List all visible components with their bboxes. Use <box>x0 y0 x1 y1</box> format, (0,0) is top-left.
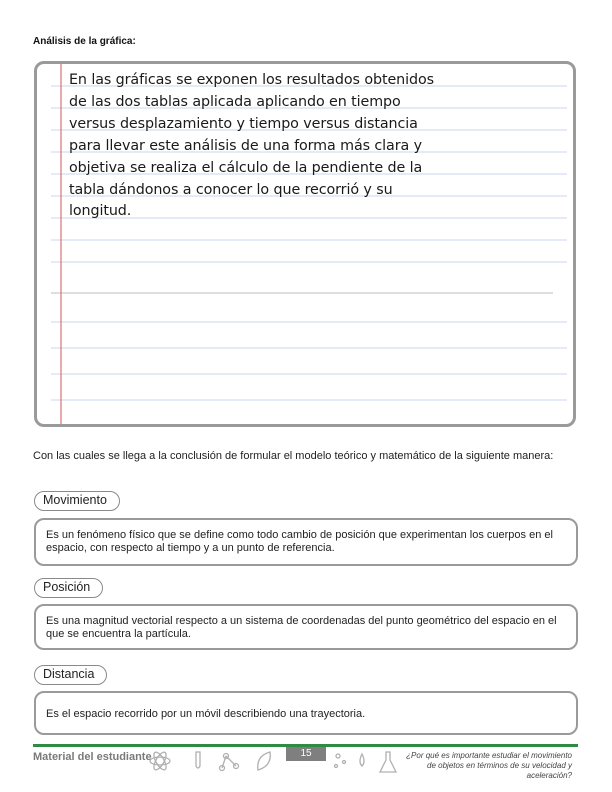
bubbles-icon <box>335 754 346 768</box>
notebook-line: para llevar este análisis de una forma más clara y <box>69 137 422 154</box>
footer-science-icons <box>148 748 418 782</box>
notebook-line: En las gráficas se exponen los resultados obtenidos <box>69 72 434 88</box>
test-tube-icon <box>196 752 200 768</box>
footer-label: Material del estudiante <box>33 751 152 763</box>
term-definition-posicion: Es una magnitud vectorial respecto a un sistema de coordenadas del punto geométrico del espacio en el que se encuentra la partícula. <box>34 604 578 650</box>
notebook-line: de las dos tablas aplicada aplicando en tiempo <box>69 93 401 110</box>
notebook-answer-box <box>34 61 576 427</box>
footer-question: ¿Por qué es importante estudiar el movimiento de objetos en términos de su velocidad y aceleración? <box>406 751 572 780</box>
notebook-line: versus desplazamiento y tiempo versus distancia <box>69 115 418 132</box>
term-definition-movimiento: Es un fenómeno físico que se define como todo cambio de posición que experimentan los cuerpos en el espacio, con respecto al tiempo y a un punto de referencia. <box>34 518 578 566</box>
term-label-distancia: Distancia <box>34 665 107 685</box>
notebook-line: longitud. <box>69 203 132 220</box>
page-number: 15 <box>286 747 326 761</box>
atom-icon <box>150 750 170 771</box>
flask-icon <box>380 752 396 772</box>
notebook-text <box>69 70 489 223</box>
notebook-line: objetiva se realiza el cálculo de la pendiente de la <box>69 159 423 176</box>
notebook-line: tabla dándonos a conocer lo que recorrió y su <box>69 181 393 198</box>
leaf-icon <box>258 752 271 770</box>
conclusion-text: Con las cuales se llega a la conclusión de formular el modelo teórico y matemático de la siguiente manera: <box>33 450 554 462</box>
term-label-movimiento: Movimiento <box>34 491 120 511</box>
section-heading: Análisis de la gráfica: <box>33 36 136 47</box>
term-definition-distancia: Es el espacio recorrido por un móvil describiendo una trayectoria. <box>34 691 578 735</box>
drop-icon <box>360 754 364 766</box>
molecule-icon <box>220 754 239 771</box>
term-label-posicion: Posición <box>34 578 103 598</box>
